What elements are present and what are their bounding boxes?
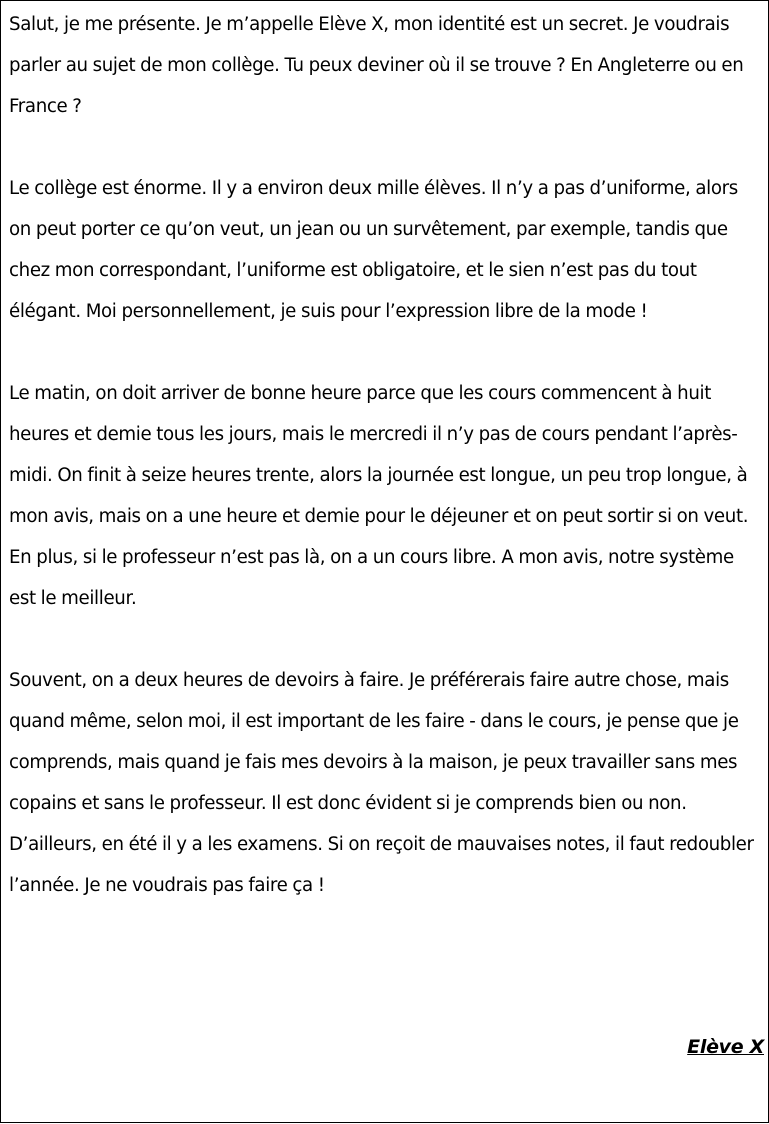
paragraph-introduction: Salut, je me présente. Je m’appelle Elève X, mon identité est un secret. Je voudrais parler au sujet de mon collège. Tu peux deviner où il se trouve ? En Angleterre ou en France ? <box>9 14 744 117</box>
paragraph-uniform: Le collège est énorme. Il y a environ deux mille élèves. Il n’y a pas d’uniforme, alors on peut porter ce qu’on veut, un jean ou un survêtement, par exemple, tandis que chez mon correspondant, l’uniforme est obligatoire, et le sien n’est pas du tout élégant. Moi personnellement, je suis pour l’expression libre de la mode ! <box>9 178 738 322</box>
letter-body <box>9 4 761 947</box>
signature: Elève X <box>687 1036 764 1058</box>
paragraph-schedule: Le matin, on doit arriver de bonne heure parce que les cours commencent à huit heures et demie tous les jours, mais le mercredi il n’y pas de cours pendant l’après-midi. On finit à seize heures trente, alors la journée est longue, un peu trop longue, à mon avis, mais on a une heure et demie pour le déjeuner et on peut sortir si on veut. En plus, si le professeur n’est pas là, on a un cours libre. A mon avis, notre système est le meilleur. <box>9 383 749 609</box>
paragraph-homework: Souvent, on a deux heures de devoirs à faire. Je préférerais faire autre chose, mais quand même, selon moi, il est important de les faire - dans le cours, je pense que je comprends, mais quand je fais mes devoirs à la maison, je peux travailler sans mes copains et sans le professeur. Il est donc évident si je comprends bien ou non. D’ailleurs, en été il y a les examens. Si on reçoit de mauvaises notes, il faut redoubler l’année. Je ne voudrais pas faire ça ! <box>9 670 754 896</box>
